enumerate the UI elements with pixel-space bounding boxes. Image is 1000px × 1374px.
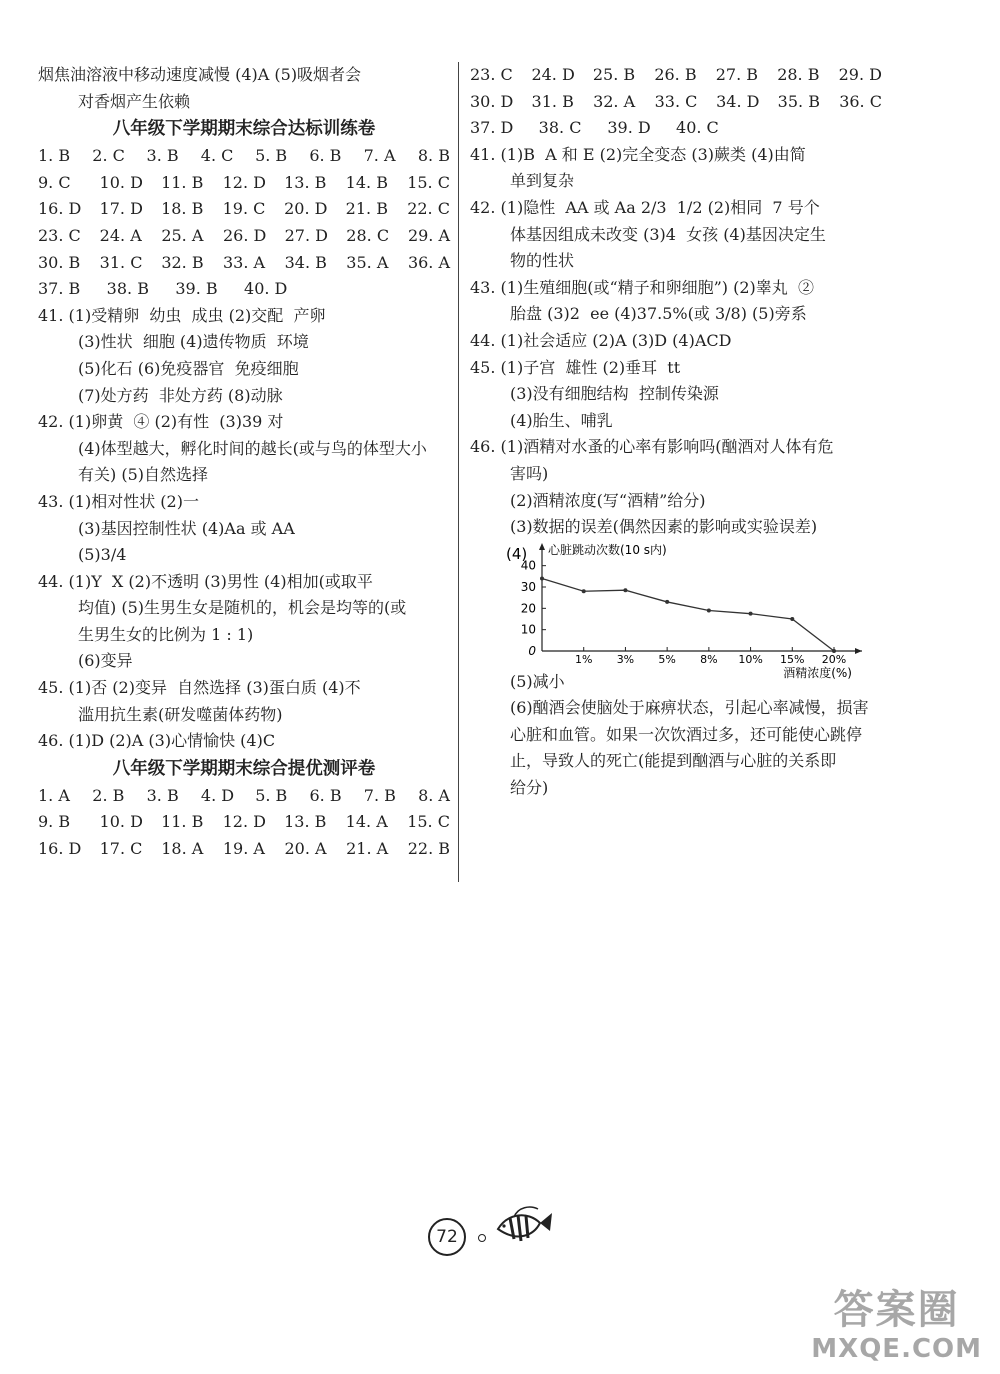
answer-cell: 8. B [417, 146, 450, 166]
y-tick-label: 0 [528, 643, 536, 658]
watermark-title: 答案圈 [833, 1287, 960, 1333]
answer-cell: 5. B [255, 785, 288, 805]
answer-line: (6)酗酒会使脑处于麻痹状态，引起心率减慢，损害 [510, 698, 869, 718]
chart-block [470, 541, 882, 680]
answer-cell: 10. D [99, 812, 143, 832]
answer-line: 害吗) [510, 463, 549, 483]
answer-row [470, 89, 882, 116]
answer-line: 单到复杂 [510, 171, 575, 191]
answer-cell: 35. B [777, 91, 820, 111]
answer-cell: 33. C [654, 91, 698, 111]
answer-cell: 7. B [363, 785, 396, 805]
data-point [707, 608, 711, 612]
intro-text [38, 62, 450, 115]
answer-line: 43. (1)相对性状 (2)一 [38, 491, 199, 511]
answer-cell: 4. C [200, 146, 234, 166]
answer-cell: 11. B [161, 812, 204, 832]
y-tick-label: 20 [520, 601, 536, 616]
empty-cell [313, 276, 382, 303]
answer-cell: 6. B [309, 146, 342, 166]
answer-line: 46. (1)酒精对水蚤的心率有影响吗(酗酒对人体有危 [470, 437, 834, 457]
empty-cell [813, 115, 882, 142]
answer-line: 41. (1)B A 和 E (2)完全变态 (3)蕨类 (4)由简 [470, 144, 806, 164]
multiple-choice-answers-2 [38, 783, 450, 863]
heart-rate-chart [470, 541, 882, 680]
answer-cell: 15. C [407, 172, 450, 192]
answer-line: 46. (1)D (2)A (3)心情愉快 (4)C [38, 731, 276, 751]
answer-cell: 27. D [284, 225, 328, 245]
answer-cell: 13. B [284, 172, 327, 192]
answer-line: 44. (1)Y X (2)不透明 (3)男性 (4)相加(或取平 [38, 571, 373, 591]
x-tick-label: 5% [658, 652, 676, 666]
answer-cell: 34. B [284, 252, 327, 272]
y-tick-label: 40 [520, 558, 536, 573]
data-point [832, 649, 836, 653]
answer-line: 物的性状 [510, 251, 575, 271]
x-tick-label: 10% [738, 652, 763, 666]
y-tick-label: 30 [520, 579, 536, 594]
answer-cell: 22. B [407, 839, 451, 859]
answer-cell: 30. D [470, 91, 514, 111]
answer-row [38, 836, 450, 863]
column-divider [458, 62, 459, 882]
answer-cell: 9. C [38, 172, 71, 192]
answer-line: (3)数据的误差(偶然因素的影响或实验误差) [510, 517, 818, 537]
answer-cell: 31. C [99, 252, 143, 272]
answer-cell: 32. A [593, 91, 636, 111]
answer-cell: 20. D [284, 199, 328, 219]
answer-cell: 26. B [654, 65, 697, 84]
multiple-choice-answers-3 [470, 62, 882, 142]
answer-line: (4)体型越大，孵化时间的越长(或与鸟的体型大小 [78, 438, 427, 458]
answer-cell: 1. B [38, 146, 71, 166]
answer-cell: 15. C [407, 812, 450, 832]
answer-cell: 1. A [38, 785, 70, 805]
answer-line: (6)变异 [78, 651, 133, 671]
answer-cell: 12. D [222, 172, 266, 192]
section-title-2: 八年级下学期期末综合提优测评卷 [112, 758, 376, 779]
answer-cell: 6. B [309, 785, 342, 805]
answer-cell: 5. B [255, 146, 288, 166]
answer-cell: 37. B [38, 279, 81, 299]
answer-cell: 36. C [839, 91, 882, 111]
y-axis-arrow [539, 543, 545, 550]
answer-cell: 10. D [99, 172, 143, 192]
answer-cell: 11. B [161, 172, 204, 192]
written-answers-1 [38, 303, 450, 755]
answer-row [38, 809, 450, 836]
answer-row [38, 196, 450, 223]
answer-line: 45. (1)否 (2)变异 自然选择 (3)蛋白质 (4)不 [38, 678, 361, 698]
answer-cell: 17. D [99, 199, 143, 219]
answer-line: 体基因组成未改变 (3)4 女孩 (4)基因决定生 [510, 224, 826, 244]
answer-line: 滥用抗生素(研发噬菌体药物) [78, 704, 283, 724]
answer-cell: 30. B [38, 252, 81, 272]
x-tick-label: 1% [574, 652, 593, 666]
watermark [811, 1286, 982, 1364]
answer-line: (3)性状 细胞 (4)遗传物质 环境 [78, 332, 309, 352]
answer-cell: 35. A [346, 252, 389, 272]
answer-cell: 24. D [531, 65, 575, 84]
answer-line: 对香烟产生依赖 [78, 91, 191, 111]
answer-row [38, 250, 450, 277]
data-point [582, 589, 586, 593]
series-line [542, 578, 834, 651]
answer-row [470, 62, 882, 89]
answer-cell: 18. A [161, 839, 204, 859]
answer-line: 42. (1)卵黄 ④ (2)有性 (3)39 对 [38, 412, 284, 432]
data-point [749, 611, 753, 615]
answer-line: (4)胎生、哺乳 [510, 410, 613, 430]
answer-cell: 19. A [222, 839, 265, 859]
answer-cell: 16. D [38, 199, 82, 219]
answer-line: 生男生女的比例为 1 : 1) [78, 624, 254, 644]
answer-cell: 17. C [99, 839, 143, 859]
answer-cell: 29. A [407, 225, 451, 245]
answer-cell: 18. B [161, 199, 204, 219]
answer-cell: 26. D [222, 225, 267, 245]
watermark-url: MXQE.COM [811, 1334, 982, 1364]
answer-line: 44. (1)社会适应 (2)A (3)D (4)ACD [470, 330, 732, 350]
answer-cell: 25. B [592, 65, 636, 84]
answer-row [470, 115, 882, 142]
answer-cell: 3. B [146, 785, 179, 805]
multiple-choice-answers-1 [38, 143, 450, 303]
answer-cell: 29. D [838, 65, 882, 84]
answer-cell: 28. B [777, 65, 820, 84]
answer-cell: 19. C [222, 199, 266, 219]
answer-line: 均值) (5)生男生女是随机的，机会是均等的(或 [78, 598, 407, 618]
page-dot [478, 1234, 486, 1242]
answer-cell: 21. B [345, 199, 388, 219]
answer-cell: 14. A [345, 812, 388, 832]
answer-cell: 13. B [284, 812, 327, 832]
answer-line: 41. (1)受精卵 幼虫 成虫 (2)交配 产卵 [38, 305, 326, 325]
answer-line: (2)酒精浓度(写“酒精”给分) [510, 490, 706, 510]
answer-line: 胎盘 (3)2 ee (4)37.5%(或 3/8) (5)旁系 [510, 304, 807, 324]
y-tick-label: 10 [520, 622, 536, 637]
answer-cell: 33. A [222, 252, 266, 272]
data-point [790, 617, 794, 621]
answer-cell: 22. C [407, 199, 450, 219]
data-point [540, 576, 544, 580]
answer-line: 给分) [510, 778, 549, 798]
answer-cell: 39. B [175, 279, 218, 299]
answer-line: 有关) (5)自然选择 [78, 465, 208, 485]
fish-logo-icon [494, 1205, 554, 1249]
answer-line: (7)处方药 非处方药 (8)动脉 [78, 385, 283, 405]
answer-line: (3)没有细胞结构 控制传染源 [510, 384, 719, 404]
answer-cell: 2. B [92, 785, 125, 805]
answer-cell: 32. B [161, 252, 204, 272]
answer-cell: 7. A [363, 146, 396, 166]
empty-cell [381, 276, 450, 303]
answer-cell: 38. B [106, 279, 149, 299]
answer-cell: 14. B [345, 172, 388, 192]
answer-cell: 27. B [715, 65, 759, 84]
answer-cell: 2. C [92, 146, 125, 166]
answer-row [38, 276, 450, 303]
answer-row [38, 223, 450, 250]
data-point [623, 588, 627, 592]
answer-cell: 25. A [161, 225, 204, 245]
answer-line: (5)3/4 [78, 545, 127, 565]
answer-row [38, 783, 450, 810]
answer-line: (5)化石 (6)免疫器官 免疫细胞 [78, 358, 299, 378]
answer-cell: 37. D [470, 118, 514, 138]
answer-cell: 12. D [222, 812, 266, 832]
answer-cell: 34. D [716, 91, 760, 111]
answer-cell: 38. C [538, 118, 582, 138]
answer-cell: 3. B [146, 146, 179, 166]
x-tick-label: 8% [700, 652, 718, 666]
answer-line: (3)基因控制性状 (4)Aa 或 AA [78, 518, 295, 538]
x-axis-label: 酒精浓度(%) [783, 665, 852, 680]
x-axis-arrow [855, 648, 862, 654]
answer-cell: 20. A [284, 839, 327, 859]
written-answers-3 [470, 669, 882, 802]
answer-cell: 9. B [38, 812, 71, 832]
answer-cell: 40. C [676, 118, 719, 138]
x-tick-label: 3% [616, 652, 635, 666]
data-point [665, 600, 669, 604]
answer-cell: 23. C [470, 65, 513, 84]
right-column [470, 62, 882, 802]
answer-cell: 40. D [244, 279, 288, 299]
answer-cell: 23. C [38, 225, 81, 245]
answer-cell: 36. A [407, 252, 451, 272]
answer-cell: 21. A [346, 839, 389, 859]
answer-cell: 4. D [200, 785, 235, 805]
answer-cell: 39. D [607, 118, 651, 138]
answer-row [38, 143, 450, 170]
answer-line: 43. (1)生殖细胞(或“精子和卵细胞”) (2)睾丸 ② [470, 277, 814, 297]
chart-question-label: (4) [506, 544, 528, 563]
section-title-1: 八年级下学期期末综合达标训练卷 [112, 119, 376, 140]
left-column [38, 62, 450, 863]
answer-cell: 8. A [418, 785, 450, 805]
answer-line: 42. (1)隐性 AA 或 Aa 2/3 1/2 (2)相同 7 号个 [470, 197, 820, 217]
y-axis-label: 心脏跳动次数(10 s内) [548, 542, 667, 557]
answer-line: 心脏和血管。如果一次饮酒过多，还可能使心跳停 [510, 724, 863, 744]
answer-line: 止，导致人的死亡(能提到酗酒与心脏的关系即 [510, 751, 837, 771]
answer-line: 烟焦油溶液中移动速度减慢 (4)A (5)吸烟者会 [38, 65, 362, 84]
x-tick-label: 20% [821, 652, 847, 666]
answer-cell: 28. C [346, 225, 390, 245]
x-tick-label: 15% [780, 652, 805, 666]
answer-cell: 31. B [531, 91, 574, 111]
answer-cell: 16. D [38, 839, 82, 859]
answer-row [38, 170, 450, 197]
answer-line: 45. (1)子宫 雄性 (2)垂耳 tt [470, 357, 681, 377]
written-answers-2 [470, 142, 882, 541]
answer-line: (5)减小 [510, 671, 565, 691]
empty-cell [745, 115, 814, 142]
page-number: 72 [428, 1218, 466, 1256]
answer-cell: 24. A [99, 225, 142, 245]
